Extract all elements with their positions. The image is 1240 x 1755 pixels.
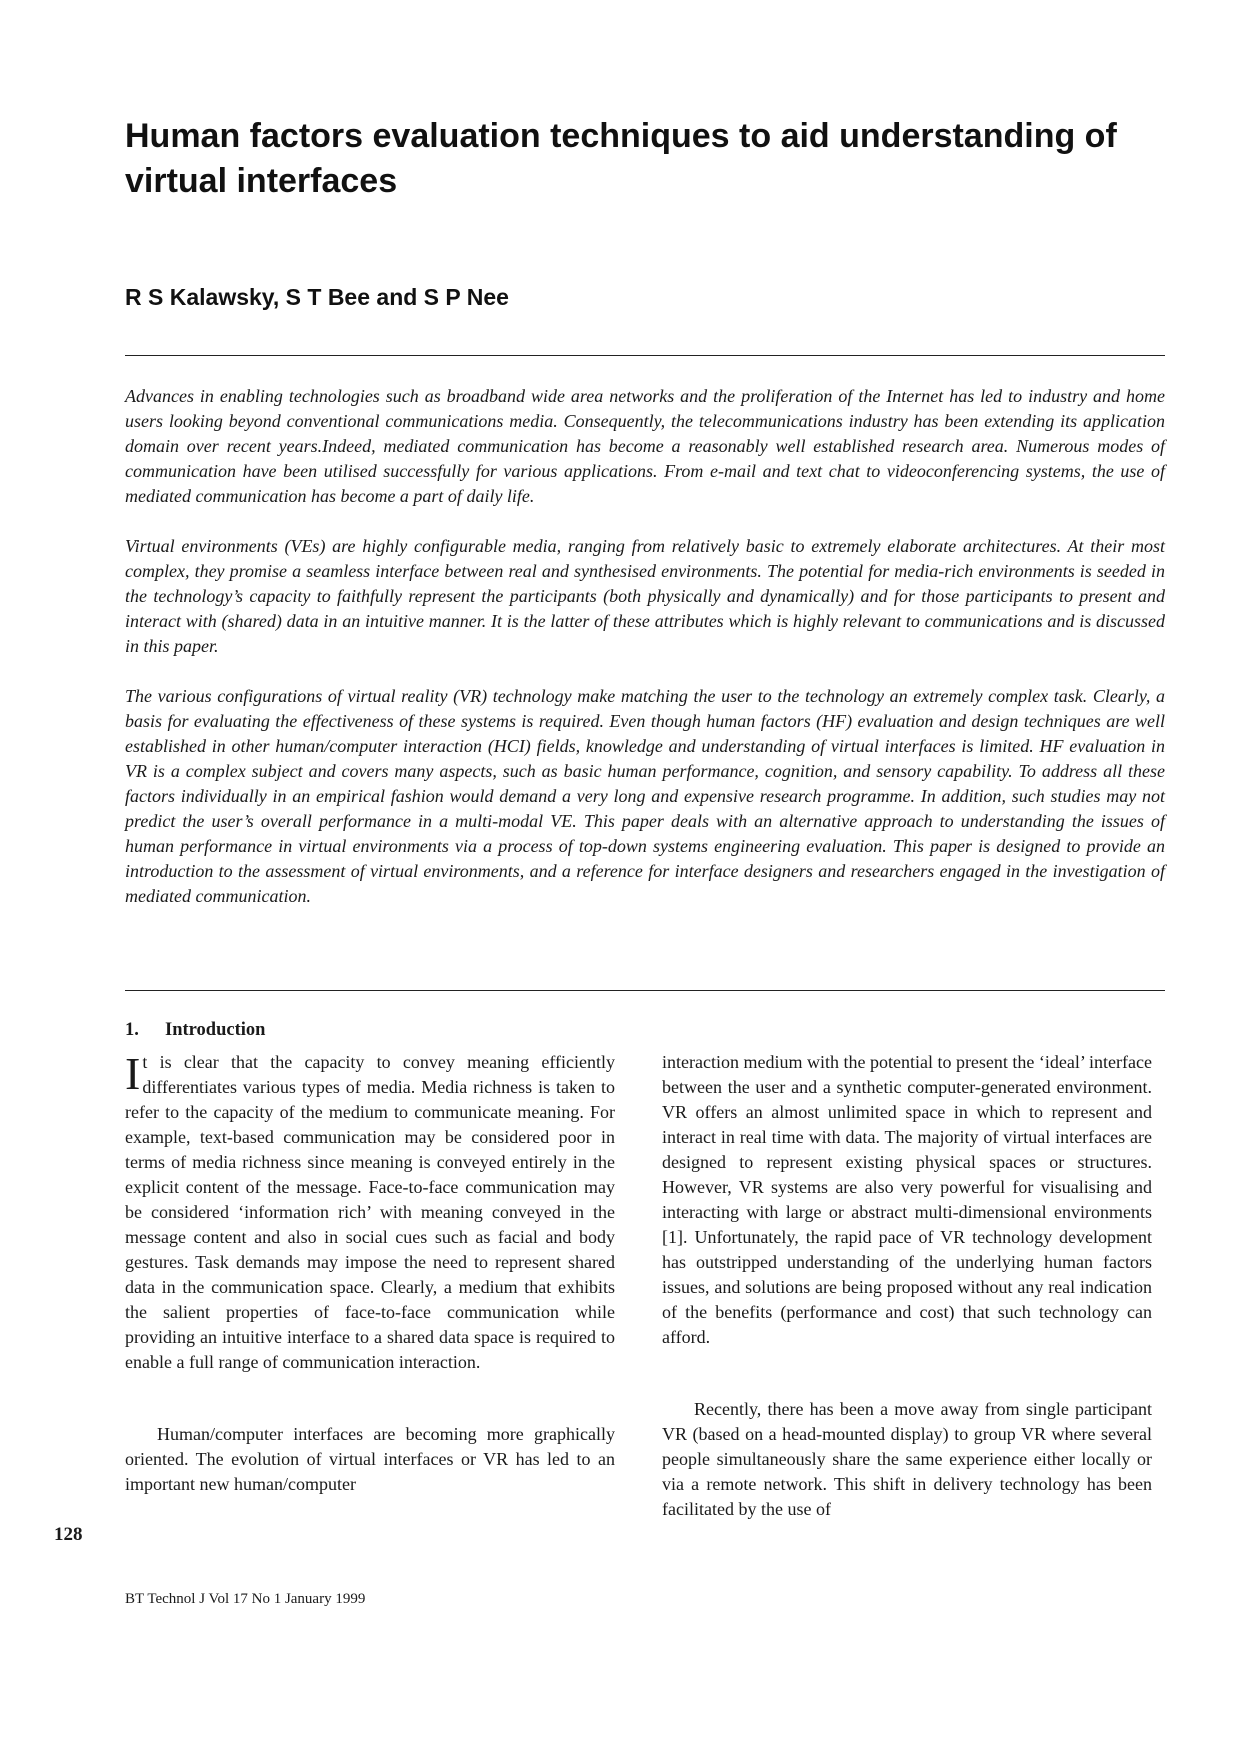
abstract-paragraph: Virtual environments (VEs) are highly configurable media, ranging from relatively basic to extremely elaborate architectures. At their most complex, they promise a seamless interface between real and synthesised environments. The potential for media-rich environments is seeded in the technology’s capacity to faithfully represent the participants (both physically and dynamically) and for those participants to present and interact with (shared) data in an intuitive manner. It is the latter of these attributes which is highly relevant to communications and is discussed in this paper. [125, 536, 1165, 656]
section-title: Introduction [165, 1020, 266, 1040]
drop-cap: I [125, 1048, 141, 1099]
body-paragraph [125, 1050, 615, 1375]
body-text: t is clear that the capacity to convey meaning efficiently differentiates various types of media. Media richness is taken to refer to the capacity of the medium to communicate meaning. For example, text-based communication may be considered poor in terms of media richness since meaning is conveyed entirely in the explicit content of the message. Face-to-face communication may be considered ‘information rich’ with meaning conveyed in the message content and also in social cues such as facial and body gestures. Task demands may impose the need to represent shared data in the communication space. Clearly, a medium that exhibits the salient properties of face-to-face communication while providing an intuitive interface to a shared data space is required to enable a full range of communication interaction. [125, 1052, 615, 1372]
abstract-divider [125, 990, 1165, 991]
right-column [662, 1050, 1152, 1522]
author-list: R S Kalawsky, S T Bee and S P Nee [125, 284, 509, 310]
abstract-paragraph: Advances in enabling technologies such as broadband wide area networks and the proliferation of the Internet has led to industry and home users looking beyond conventional communications media. Consequently, the telecommunications industry has been extending its application domain over recent years.Indeed, mediated communication has become a reasonably well established research area. Numerous modes of communication have been utilised successfully for various applications. From e-mail and text chat to videoconferencing systems, the use of mediated communication has become a part of daily life. [125, 386, 1165, 506]
abstract [125, 384, 1165, 934]
section-heading [125, 1018, 265, 1043]
body-paragraph: Human/computer interfaces are becoming more graphically oriented. The evolution of virtual interfaces or VR has led to an important new human/computer [125, 1424, 615, 1494]
paragraph-gap [662, 1350, 1152, 1397]
section-number: 1. [125, 1020, 139, 1040]
body-paragraph: Recently, there has been a move away from single participant VR (based on a head-mounted display) to group VR where several people simultaneously share the same experience either locally or via a remote network. This shift in delivery technology has been facilitated by the use of [662, 1399, 1152, 1519]
journal-footer: BT Technol J Vol 17 No 1 January 1999 [125, 1591, 366, 1607]
page-number: 128 [54, 1524, 83, 1545]
body-paragraph: interaction medium with the potential to present the ‘ideal’ interface between the user and a synthetic computer-generated environment. VR offers an almost unlimited space in which to represent and interact in real time with data. The majority of virtual interfaces are designed to represent existing physical spaces or structures. However, VR systems are also very powerful for visualising and interacting with large or abstract multi-dimensional environments [1]. Unfortunately, the rapid pace of VR technology development has outstripped understanding of the underlying human factors issues, and solutions are being proposed without any real indication of the benefits (performance and cost) that such technology can afford. [662, 1052, 1152, 1347]
paragraph-gap [125, 1375, 615, 1422]
paper-title: Human factors evaluation techniques to aid understanding of virtual interfaces [125, 117, 1117, 200]
abstract-paragraph: The various configurations of virtual reality (VR) technology make matching the user to the technology an extremely complex task. Clearly, a basis for evaluating the effectiveness of these systems is required. Even though human factors (HF) evaluation and design techniques are well established in other human/computer interaction (HCI) fields, knowledge and understanding of virtual interfaces is limited. HF evaluation in VR is a complex subject and covers many aspects, such as basic human performance, cognition, and sensory capability. To address all these factors individually in an empirical fashion would demand a very long and expensive research programme. In addition, such studies may not predict the user’s overall performance in a multi-modal VE. This paper deals with an alternative approach to understanding the issues of human performance in virtual environments via a process of top-down systems engineering evaluation. This paper is designed to provide an introduction to the assessment of virtual environments, and a reference for interface designers and researchers engaged in the investigation of mediated communication. [125, 686, 1165, 906]
left-column [125, 1050, 615, 1497]
top-divider [125, 355, 1165, 356]
